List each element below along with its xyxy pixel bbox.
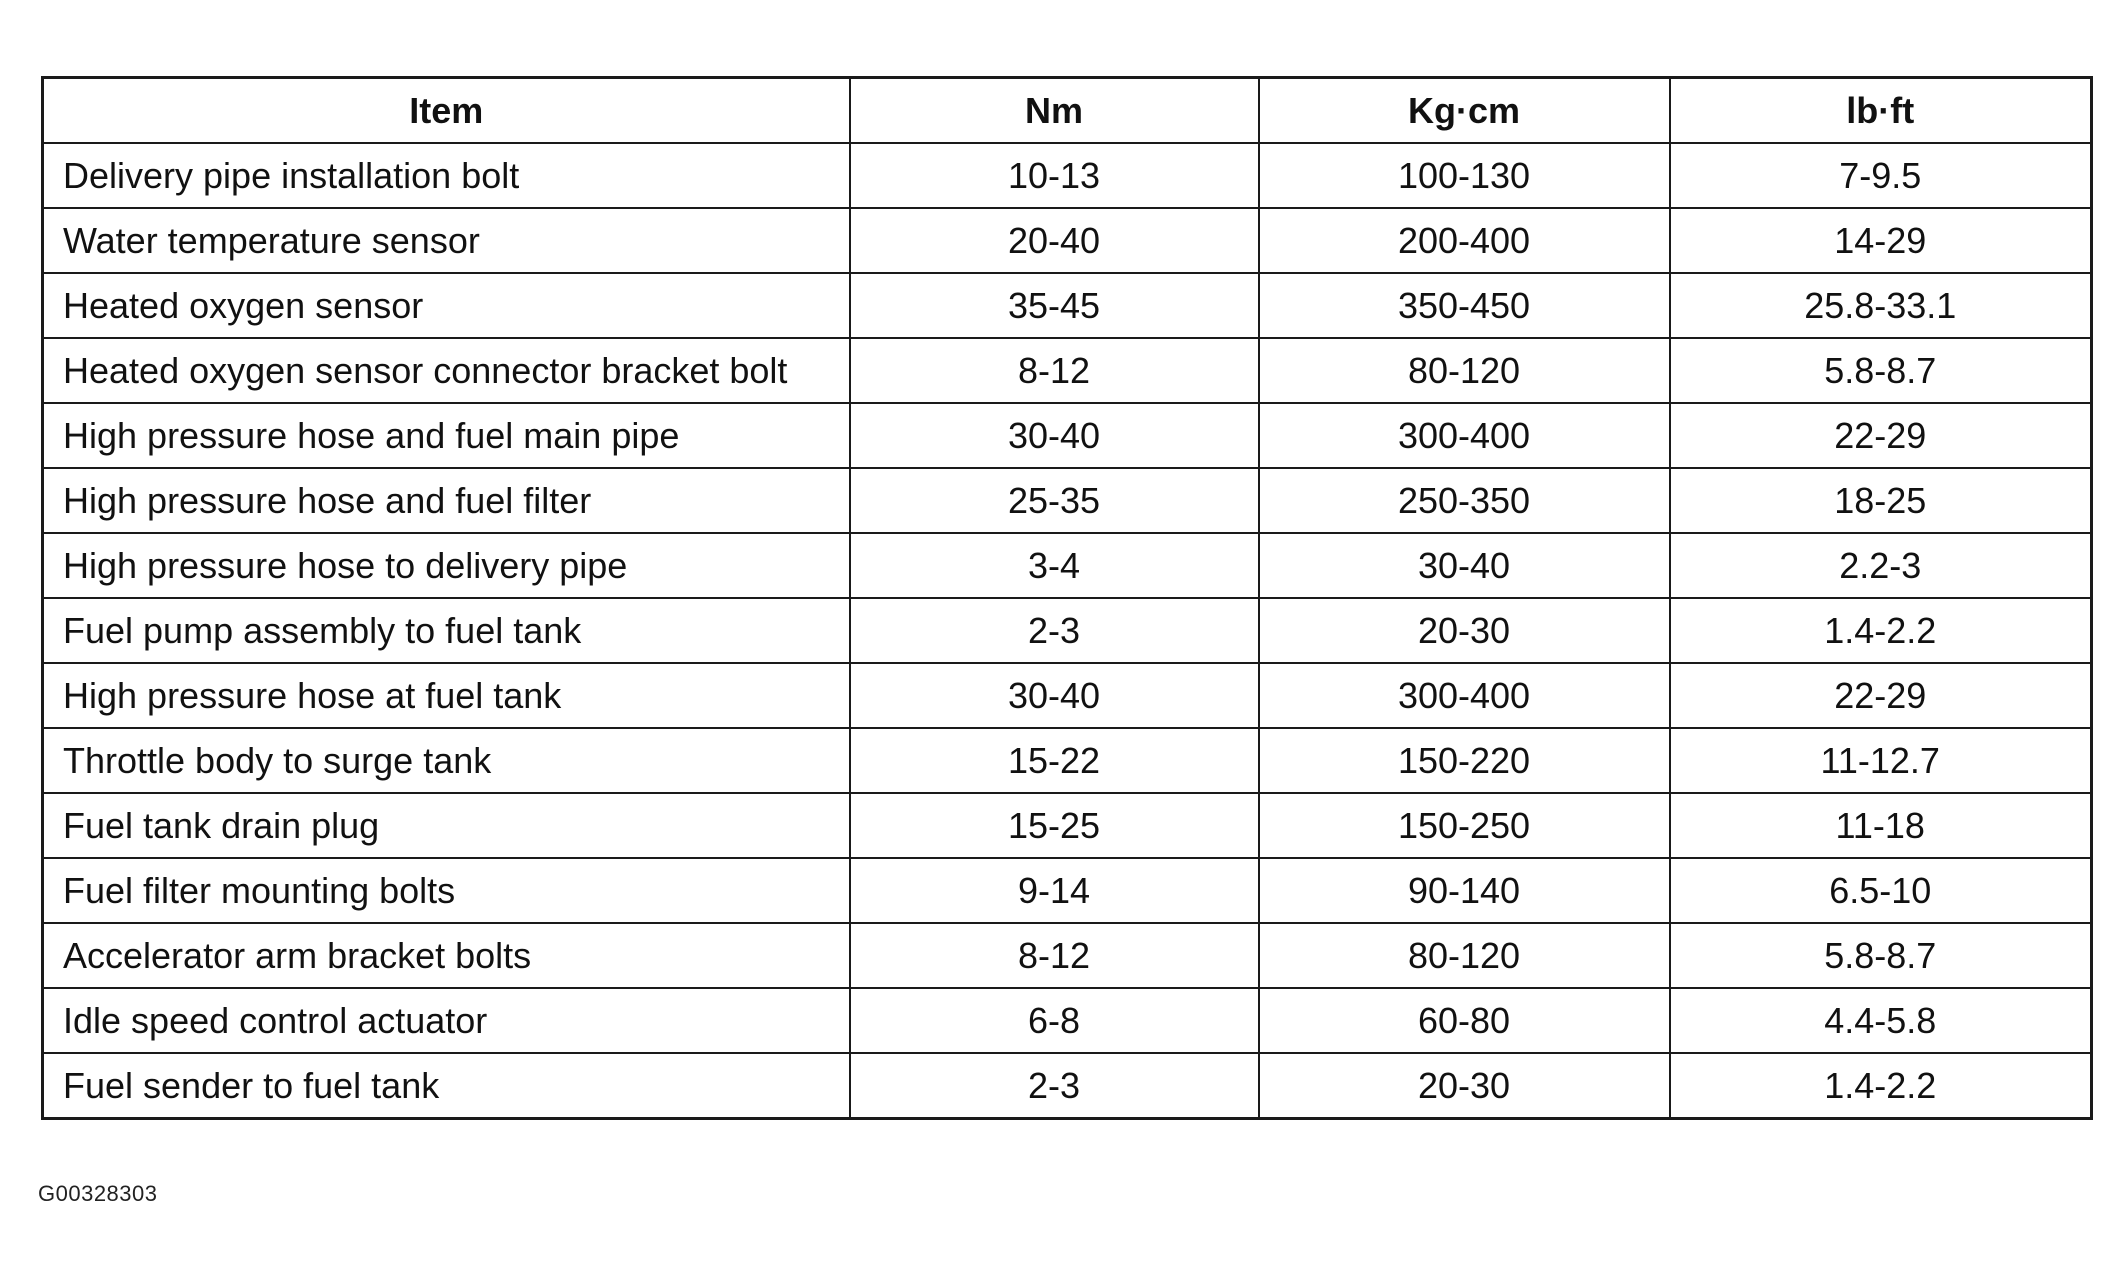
kgcm-cell: 20-30 (1259, 598, 1670, 663)
item-cell: Fuel pump assembly to fuel tank (43, 598, 850, 663)
kgcm-cell: 150-250 (1259, 793, 1670, 858)
torque-spec-table (41, 76, 2093, 1120)
nm-cell: 15-22 (850, 728, 1259, 793)
kgcm-cell: 350-450 (1259, 273, 1670, 338)
lbft-cell: 25.8-33.1 (1670, 273, 2092, 338)
table-row (43, 598, 2092, 663)
nm-cell: 25-35 (850, 468, 1259, 533)
kgcm-cell: 200-400 (1259, 208, 1670, 273)
lbft-cell: 14-29 (1670, 208, 2092, 273)
table-row (43, 793, 2092, 858)
nm-cell: 30-40 (850, 663, 1259, 728)
table-row (43, 663, 2092, 728)
kgcm-cell: 300-400 (1259, 663, 1670, 728)
lbft-cell: 11-18 (1670, 793, 2092, 858)
figure-id: G00328303 (38, 1181, 158, 1206)
nm-cell: 8-12 (850, 338, 1259, 403)
table-row (43, 923, 2092, 988)
kgcm-cell: 80-120 (1259, 923, 1670, 988)
lbft-cell: 1.4-2.2 (1670, 1053, 2092, 1119)
item-cell: Fuel tank drain plug (43, 793, 850, 858)
nm-cell: 6-8 (850, 988, 1259, 1053)
kgcm-cell: 150-220 (1259, 728, 1670, 793)
nm-cell: 20-40 (850, 208, 1259, 273)
kgcm-cell: 300-400 (1259, 403, 1670, 468)
table-row (43, 728, 2092, 793)
table-row (43, 533, 2092, 598)
lbft-cell: 22-29 (1670, 403, 2092, 468)
lbft-cell: 11-12.7 (1670, 728, 2092, 793)
lbft-cell: 5.8-8.7 (1670, 923, 2092, 988)
nm-cell: 2-3 (850, 598, 1259, 663)
nm-cell: 35-45 (850, 273, 1259, 338)
lbft-cell: 6.5-10 (1670, 858, 2092, 923)
item-cell: Fuel sender to fuel tank (43, 1053, 850, 1119)
item-cell: Water temperature sensor (43, 208, 850, 273)
header-kgcm: Kg·cm (1259, 78, 1670, 144)
lbft-cell: 1.4-2.2 (1670, 598, 2092, 663)
item-cell: Delivery pipe installation bolt (43, 143, 850, 208)
table-row (43, 143, 2092, 208)
item-cell: Accelerator arm bracket bolts (43, 923, 850, 988)
kgcm-cell: 100-130 (1259, 143, 1670, 208)
lbft-cell: 2.2-3 (1670, 533, 2092, 598)
nm-cell: 10-13 (850, 143, 1259, 208)
nm-cell: 2-3 (850, 1053, 1259, 1119)
item-cell: Throttle body to surge tank (43, 728, 850, 793)
table-row (43, 338, 2092, 403)
table-row (43, 208, 2092, 273)
table-row (43, 273, 2092, 338)
lbft-cell: 7-9.5 (1670, 143, 2092, 208)
table-row (43, 1053, 2092, 1119)
lbft-cell: 22-29 (1670, 663, 2092, 728)
header-row (43, 78, 2092, 144)
header-nm: Nm (850, 78, 1259, 144)
lbft-cell: 5.8-8.7 (1670, 338, 2092, 403)
kgcm-cell: 80-120 (1259, 338, 1670, 403)
table-header (43, 78, 2092, 144)
nm-cell: 8-12 (850, 923, 1259, 988)
item-cell: Heated oxygen sensor (43, 273, 850, 338)
item-cell: Fuel filter mounting bolts (43, 858, 850, 923)
item-cell: High pressure hose to delivery pipe (43, 533, 850, 598)
kgcm-cell: 60-80 (1259, 988, 1670, 1053)
header-item: Item (43, 78, 850, 144)
item-cell: High pressure hose and fuel filter (43, 468, 850, 533)
nm-cell: 3-4 (850, 533, 1259, 598)
item-cell: High pressure hose at fuel tank (43, 663, 850, 728)
item-cell: Heated oxygen sensor connector bracket bolt (43, 338, 850, 403)
lbft-cell: 18-25 (1670, 468, 2092, 533)
table-row (43, 468, 2092, 533)
item-cell: Idle speed control actuator (43, 988, 850, 1053)
nm-cell: 30-40 (850, 403, 1259, 468)
table-body (43, 143, 2092, 1119)
item-cell: High pressure hose and fuel main pipe (43, 403, 850, 468)
kgcm-cell: 250-350 (1259, 468, 1670, 533)
table-row (43, 403, 2092, 468)
header-lbft: lb·ft (1670, 78, 2092, 144)
kgcm-cell: 20-30 (1259, 1053, 1670, 1119)
nm-cell: 15-25 (850, 793, 1259, 858)
lbft-cell: 4.4-5.8 (1670, 988, 2092, 1053)
nm-cell: 9-14 (850, 858, 1259, 923)
kgcm-cell: 30-40 (1259, 533, 1670, 598)
table-row (43, 988, 2092, 1053)
kgcm-cell: 90-140 (1259, 858, 1670, 923)
table-row (43, 858, 2092, 923)
